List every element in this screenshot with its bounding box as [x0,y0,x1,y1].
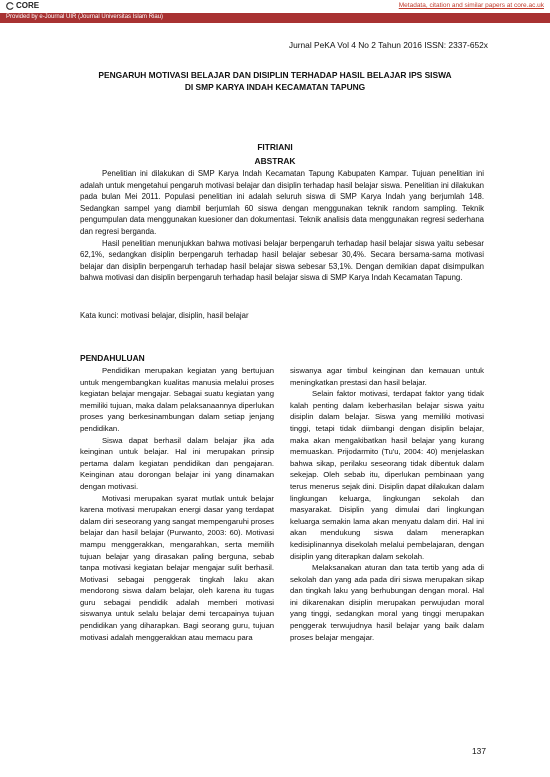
abstract-heading: ABSTRAK [254,156,296,166]
abstract-body [80,168,484,284]
body-paragraph-continued: siswanya agar timbul keinginan dan kemauan untuk meningkatkan prestasi dan hasil belajar. [290,366,484,387]
body-paragraph: Selain faktor motivasi, terdapat faktor yang tidak kalah penting dalam keberhasilan belajar siswa yaitu disiplin dalam belajar. Siswa yang memiliki motivasi tinggi, tetapi tidak diimbangi dengan disiplin belajar, maka akan mengakibatkan hasil belajar yang kurang memuaskan. Prijodarmito (Tu'u, 2004: 40) menjelaskan bahwa sikap, perilaku seseorang tidak dibentuk dalam sekejap. Oleh sebab itu, diperlukan pembinaan yang terus menerus sejak dini. Disiplin dapat dilakukan dalam lingkungan keluarga, lingkungan sekolah dan masyarakat. Disiplin yang dimulai dari lingkungan keluarga semakin lama akan menyatu dalam diri. Hal ini akan mendukung siswa dalam menerapkan kedisiplinannya disekolah melalui pembelajaran, dengan disiplin yang diterapkan dalam sekolah. [290,389,484,561]
body-paragraph: Siswa dapat berhasil dalam belajar jika ada keinginan untuk belajar. Hal ini merupakan prinsip pertama dalam kegiatan pendidikan dan pengajaran. Keinginan atau dorongan belajar ini yang dinamakan dengan motivasi. [80,435,274,491]
section-heading: PENDAHULUAN [80,353,145,363]
provider-bar [0,13,550,23]
body-paragraph: Pendidikan merupakan kegiatan yang bertujuan untuk mengembangkan kualitas manusia melalui proses kegiatan belajar mengajar. Sebagai suatu kegiatan yang memiliki tujuan, maka dalam pelaksanaannya diperlukan proses yang berkesinambungan dalam setiap jenjang pendidikan. [80,366,274,433]
body-paragraph: Motivasi merupakan syarat mutlak untuk belajar karena motivasi merupakan energi dasar yang terdapat dalam diri seseorang yang sangat mempengaruhi proses belajar dan hasil belajar (Purwanto, 2003: 60). Motivasi mampu menggerakkan, mengarahkan, serta memilih tujuan belajar yang dirasakan paling berguna, sebab tanpa motivasi kegiatan belajar mengajar sulit berhasil. Motivasi sebagai penggerak tingkah laku akan mendorong siswa dalam belajar, oleh karena itu tugas guru sebagai pendidik adalah memberi motivasi siswanya untuk selalu belajar demi tercapainya tujuan pendidikan yang diharapkan. Bagi seorang guru, tujuan motivasi adalah menggerakkan atau memacu para [80,493,275,642]
author-name: FITRIANI [257,142,293,152]
abstract-paragraph: Hasil penelitian menunjukkan bahwa motivasi belajar berpengaruh terhadap hasil belajar siswa yaitu sebesar 62,1%, sedangkan disiplin berpengaruh terhadap hasil belajar sebesar 30,4%. Secara bersama-sama motivasi belajar dan disiplin berpengaruh terhadap hasil belajar siswa sebesar 53,1%. Dengan demikian dapat disimpulkan bahwa motivasi dan disiplin berpengaruh terhadap hasil belajar siswa di SMP Karya Indah Kecamatan Tapung. [80,238,484,283]
provided-by-text[interactable]: Provided by e-Journal UIR (Journal Universitas Islam Riau) [6,14,164,20]
paper-title-line-1: PENGARUH MOTIVASI BELAJAR DAN DISIPLIN TERHADAP HASIL BELAJAR IPS SISWA [98,70,452,80]
core-header-bar [0,0,550,13]
core-label: CORE [16,1,40,10]
metadata-link[interactable]: Metadata, citation and similar papers at core.ac.uk [398,2,544,9]
left-column [80,365,274,643]
journal-line: Jurnal PeKA Vol 4 No 2 Tahun 2016 ISSN: 2337-652x [288,40,488,50]
abstract-paragraph: Penelitian ini dilakukan di SMP Karya Indah Kecamatan Tapung Kabupaten Kampar. Tujuan penelitian ini adalah untuk mengetahui pengaruh motivasi belajar dan disiplin terhadap hasil belajar siswa. Penelitian ini dilakukan pada bulan Mei 2011. Populasi penelitian ini adalah seluruh siswa di SMP Karya Indah yang berjumlah 148. Sedangkan sampel yang diambil berjumlah 60 siswa dengan menggunakan teknik random sampling. Teknik pengumpulan data menggunakan kuesioner dan dokumentasi. Teknik analisis data menggunakan regresi sederhana dan regresi berganda. [80,169,484,236]
body-paragraph: Melaksanakan aturan dan tata tertib yang ada di sekolah dan yang ada pada diri siswa merupakan sikap dan tingkah laku yang berhubungan dengan moral. Hal ini dikarenakan disiplin merupakan perwujudan moral yang tinggi, sedangkan moral yang tinggi merupakan penggerak terwujudnya hasil belajar yang baik dalam proses belajar mengajar. [290,563,484,642]
core-logo[interactable] [6,1,39,10]
page-number: 137 [472,746,486,756]
right-column [290,365,484,643]
keywords: Kata kunci: motivasi belajar, disiplin, hasil belajar [80,311,249,320]
paper-title-line-2: DI SMP KARYA INDAH KECAMATAN TAPUNG [184,82,366,92]
core-icon [6,2,14,10]
